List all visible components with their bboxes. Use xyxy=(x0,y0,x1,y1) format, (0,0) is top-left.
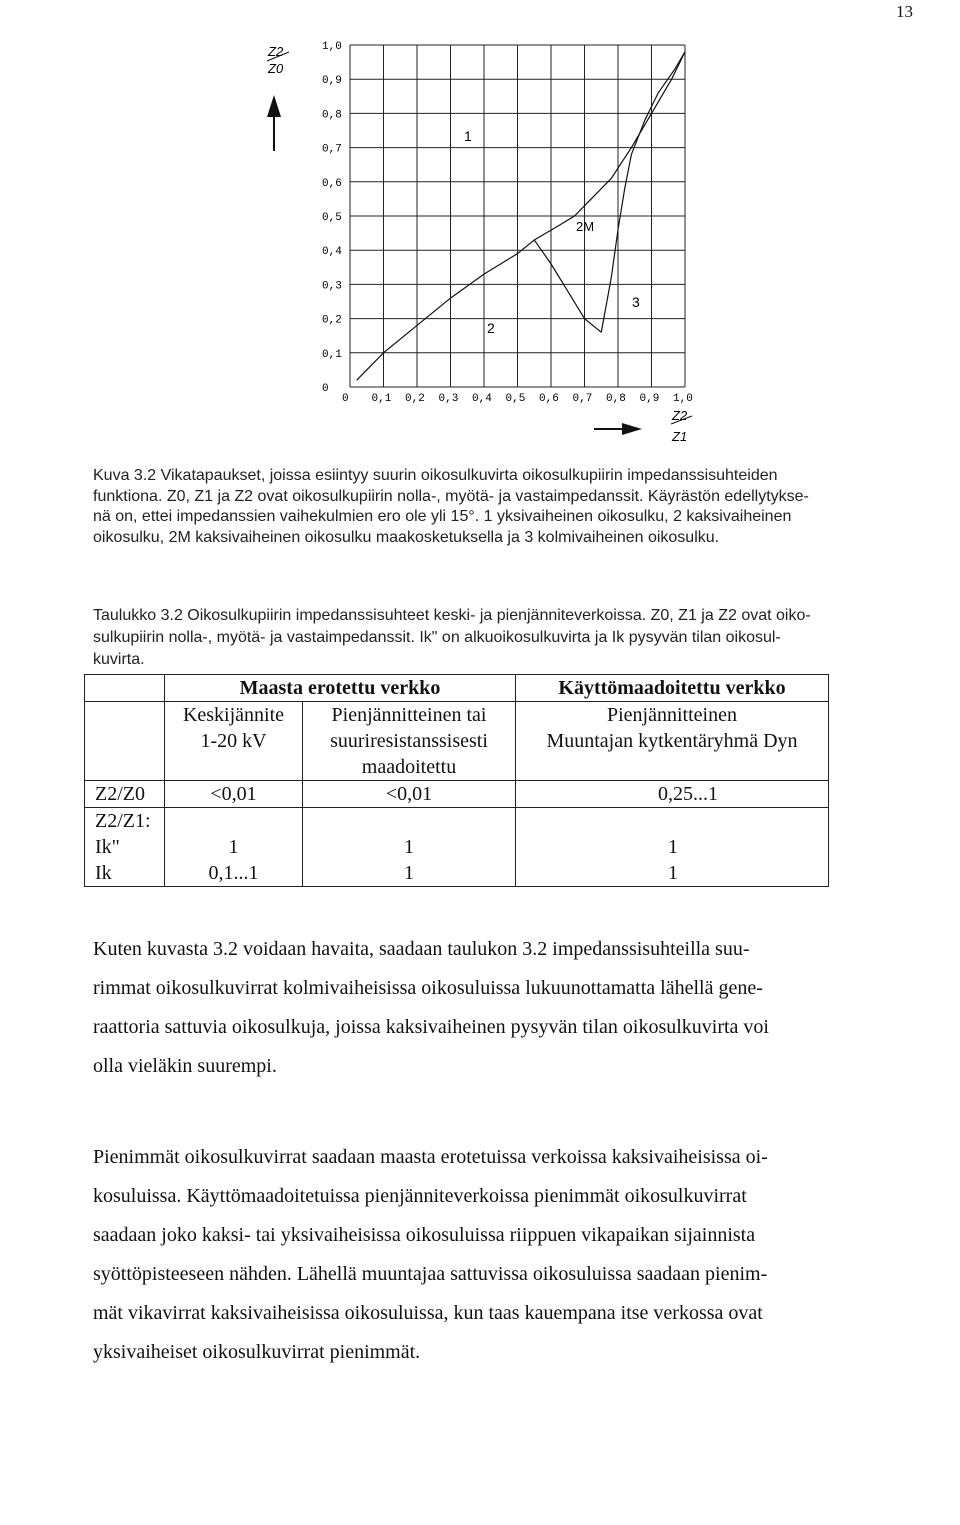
table-caption-line: Taulukko 3.2 Oikosulkupiirin impedanssisuhteet keski- ja pienjänniteverkoissa. Z0, Z1 ja Z2 ovat oiko- xyxy=(93,607,811,624)
x-tick-label: 0,1 xyxy=(371,393,392,405)
paragraph-line: yksivaiheiset oikosulkuvirrat pienimmät. xyxy=(93,1341,421,1363)
table-cell xyxy=(303,808,516,835)
col-header-line: maadoitettu xyxy=(361,756,457,778)
row-label: Ik" xyxy=(85,834,165,860)
figure-caption-line: Kuva 3.2 Vikatapaukset, joissa esiintyy suurin oikosulkuvirta oikosulkupiirin impedanssisuhteiden xyxy=(93,467,778,484)
table-cell: 1 xyxy=(303,860,516,887)
table-cell: 1 xyxy=(516,834,829,860)
row-label: Z2/Z0 xyxy=(85,781,165,808)
table-caption xyxy=(93,605,873,671)
x-tick-label: 0,4 xyxy=(472,393,492,405)
table-group-header-2: Käyttömaadoitettu verkko xyxy=(516,675,829,702)
x-tick-label: 0,2 xyxy=(405,393,425,405)
table-row xyxy=(85,808,829,835)
table-caption-line: kuvirta. xyxy=(93,651,145,668)
row-label: Ik xyxy=(85,860,165,887)
y-tick-label: 0,8 xyxy=(322,109,342,122)
y-tick-label: 0 xyxy=(322,383,329,395)
paragraph-line: mät vikavirrat kaksivaiheisissa oikosuluissa, kun taas kauempana itse verkossa ovat xyxy=(93,1302,763,1324)
y-axis-label-denominator: Z0 xyxy=(268,61,284,76)
table-cell: 1 xyxy=(165,834,303,860)
col-header-line: suuriresistanssisesti xyxy=(330,730,488,752)
y-tick-labels xyxy=(322,41,342,395)
table-cell: <0,01 xyxy=(165,781,303,808)
region-label-2: 2 xyxy=(487,320,495,336)
region-label-3: 3 xyxy=(632,294,640,310)
col-header-line: Keskijännite xyxy=(182,704,285,726)
x-axis-label-denominator: Z1 xyxy=(672,429,688,444)
paragraph-line: kosuluissa. Käyttömaadoitetuissa pienjänniteverkoissa pienimmät oikosulkuvirrat xyxy=(93,1185,747,1207)
figure-caption-line: oikosulku, 2M kaksivaiheinen oikosulku maakosketuksella ja 3 kolmivaiheinen oikosulku. xyxy=(93,528,720,546)
paragraph-1 xyxy=(93,930,873,1086)
x-axis-arrow-icon xyxy=(594,423,642,435)
y-tick-label: 0,4 xyxy=(322,246,342,259)
table-cell: 0,25...1 xyxy=(516,781,829,808)
x-axis-label-numerator: Z2 xyxy=(672,408,688,423)
table-col-header-1 xyxy=(165,702,303,781)
col-header-line: Muuntajan kytkentäryhmä Dyn xyxy=(546,730,798,752)
table-cell xyxy=(165,808,303,835)
y-tick-label: 0,7 xyxy=(322,143,342,156)
table-row xyxy=(85,834,829,860)
table-cell: 1 xyxy=(516,860,829,887)
table-cell: 0,1...1 xyxy=(165,860,303,887)
figure-caption-line: nä on, ettei impedanssien vaihekulmien ero ole yli 15°. 1 yksivaiheinen oikosulku, 2 kaksivaiheinen xyxy=(93,508,792,525)
paragraph-line: syöttöpisteeseen nähden. Lähellä muuntajaa sattuvissa oikosuluissa saadaan pienim- xyxy=(93,1263,768,1285)
y-tick-label: 1,0 xyxy=(322,41,342,53)
y-axis-arrow-icon xyxy=(267,95,281,151)
paragraph-line: olla vieläkin suurempi. xyxy=(93,1055,277,1077)
x-tick-labels xyxy=(342,393,693,405)
paragraph-line: raattoria sattuvia oikosulkuja, joissa kaksivaiheinen pysyvän tilan oikosulkuvirta voi xyxy=(93,1016,769,1038)
x-tick-label: 0,9 xyxy=(639,393,660,405)
y-tick-label: 0,5 xyxy=(322,212,342,224)
x-tick-label: 0,7 xyxy=(572,393,593,405)
table-cell: 1 xyxy=(303,834,516,860)
series-line xyxy=(601,52,685,332)
region-label-2M: 2M xyxy=(576,219,595,234)
x-tick-label: 0 xyxy=(342,393,349,405)
x-tick-label: 0,8 xyxy=(606,393,626,405)
col-header-line: Pienjännitteinen tai xyxy=(331,704,487,726)
table-group-header-1: Maasta erotettu verkko xyxy=(165,675,516,702)
x-tick-label: 0,5 xyxy=(505,393,526,405)
paragraph-line: Kuten kuvasta 3.2 voidaan havaita, saadaan taulukon 3.2 impedanssisuhteilla suu- xyxy=(93,938,750,960)
region-label-1: 1 xyxy=(464,128,472,144)
y-axis-label-numerator: Z2 xyxy=(268,44,284,59)
table-row xyxy=(85,781,829,808)
paragraph-line: rimmat oikosulkuvirrat kolmivaiheisissa oikosuluissa lukuunottamatta lähellä gene- xyxy=(93,977,763,999)
figure-caption-line: funktiona. Z0, Z1 ja Z2 ovat oikosulkupiirin nolla-, myötä- ja vastaimpedanssit. Käyrästön edellytykse- xyxy=(93,487,809,505)
x-tick-label: 0,6 xyxy=(539,393,559,405)
y-tick-label: 0,6 xyxy=(322,177,342,190)
row-label: Z2/Z1: xyxy=(85,808,165,835)
x-tick-label: 1,0 xyxy=(673,393,693,405)
col-header-line: Pienjännitteinen xyxy=(607,704,737,726)
paragraph-line: saadaan joko kaksi- tai yksivaiheisissa oikosuluissa riippuen vikapaikan sijainnista xyxy=(93,1224,756,1246)
chart-grid xyxy=(350,45,685,387)
table-caption-line: sulkupiirin nolla-, myötä- ja vastaimpedanssit. Ik" on alkuoikosulkuvirta ja Ik pysyvän tilan oikosul- xyxy=(93,629,781,646)
col-header-line: 1-20 kV xyxy=(200,730,267,752)
table-empty-cell xyxy=(85,702,165,781)
figure-caption xyxy=(93,466,873,548)
paragraph-2 xyxy=(93,1138,873,1372)
impedance-table xyxy=(84,674,829,887)
x-tick-label: 0,3 xyxy=(438,393,459,405)
table-cell xyxy=(516,808,829,835)
table-col-header-2 xyxy=(303,702,516,781)
table-col-header-3 xyxy=(516,702,829,781)
y-tick-label: 0,2 xyxy=(322,314,342,327)
impedance-ratio-chart xyxy=(240,25,740,445)
page-number: 13 xyxy=(896,2,913,21)
y-tick-label: 0,3 xyxy=(322,280,342,293)
y-tick-label: 0,9 xyxy=(322,75,342,88)
table-corner xyxy=(85,675,165,702)
y-tick-label: 0,1 xyxy=(322,348,342,361)
table-cell: <0,01 xyxy=(303,781,516,808)
table-row xyxy=(85,860,829,887)
paragraph-line: Pienimmät oikosulkuvirrat saadaan maasta erotetuissa verkoissa kaksivaiheisissa oi- xyxy=(93,1146,768,1168)
